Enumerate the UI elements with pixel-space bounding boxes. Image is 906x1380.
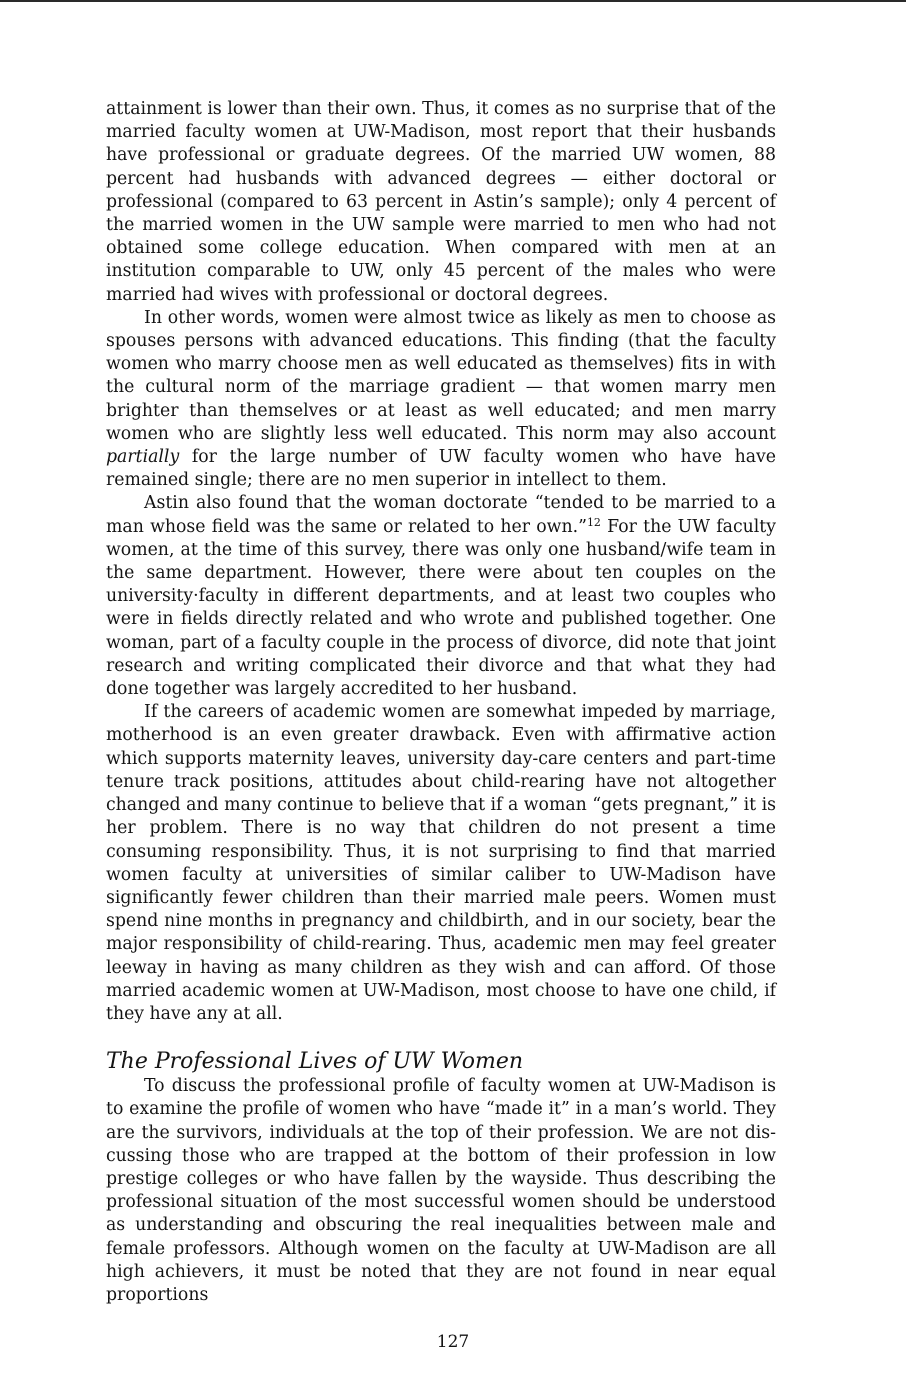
paragraph-motherhood: If the careers of academic women are somewhat impeded by marriage, motherhood is an even greater drawback. Even with affirmative action which supports maternity leaves, university day-care centers and part-time tenure track positions, attitudes about child-rearing have not altogether changed and many continue to believe that if a woman “gets pregnant,” it is her problem. There is no way that children do not present a time consuming responsibility. Thus, it is not surprising to find that married women faculty at universities of similar caliber to UW-Madison have significantly fewer children than their married male peers. Women must spend nine months in pregnancy and childbirth, and in our society, bear the major responsibility of child-rearing. Thus, academic men may feel greater leeway in having as many children as they wish and can afford. Of those married academic women at UW-Madison, most choose to have one child, if they have any at all. <box>106 702 776 1024</box>
page-number: 127 <box>436 1332 470 1352</box>
paragraph-professional-profile: To discuss the professional profile of faculty women at UW-Madison is to examine the profile of women who have “made it” in a man’s world. They are the survivors, individuals at the top of their profession. We are not discussing those who are trapped at the bottom of their profession in low prestige colleges or who have fallen by the wayside. Thus describing the professional situation of the most successful women should be understood as understanding and obscuring the real inequalities between male and female professors. Although women on the faculty at UW-Madison are all high achievers, it must be noted that they are not found in near equal proportions <box>106 1076 776 1305</box>
top-border-rule <box>0 0 906 2</box>
emphasis-text: partially <box>106 447 180 468</box>
paragraph-astin-field <box>106 492 776 701</box>
paragraph-text: for the large number of UW faculty women who have have remained single; there are no men superior in intellect to them. <box>106 447 776 491</box>
text-column <box>106 98 776 1307</box>
paragraph-continued: attainment is lower than their own. Thus, it comes as no surprise that of the married faculty women at UW-Madison, most report that their husbands have professional or graduate degrees. Of the married UW women, 88 percent had husbands with advanced degrees — either doctoral or professional (compared to 63 percent in Astin’s sample); only 4 percent of the married women in the UW sample were married to men who had not obtained some college education. When compared with men at an institution comparable to UW, only 45 percent of the males who were married had wives with professional or doctoral degrees. <box>106 99 776 305</box>
paragraph-text: Astin also found that the woman doctorate “tended to be married to a man whose field was the same or related to her own.” <box>106 493 776 537</box>
paragraph-text: In other words, women were almost twice as likely as men to choose as spouses persons with advanced educations. This finding (that the faculty women who marry choose men as well educated as themselves) fits in with the cultural norm of the marriage gradient — that women marry men brighter than themselves or at least as well educated; and men marry women who are slightly less well educated. This norm may also account <box>106 307 776 444</box>
paragraph-marriage-gradient <box>106 307 776 493</box>
paragraph-text: For the UW faculty women, at the time of this survey, there was only one husband/wife team in the same department. However, there were about ten couples on the university·faculty in different departments, and at least two couples who were in fields directly related and who wrote and published together. One woman, part of a faculty couple in the process of divorce, did note that joint research and writing complicated their divorce and that what they had done together was largely accredited to her husband. <box>106 516 776 700</box>
section-heading: The Professional Lives of UW Women <box>106 1049 524 1075</box>
footnote-reference: 12 <box>586 515 601 529</box>
